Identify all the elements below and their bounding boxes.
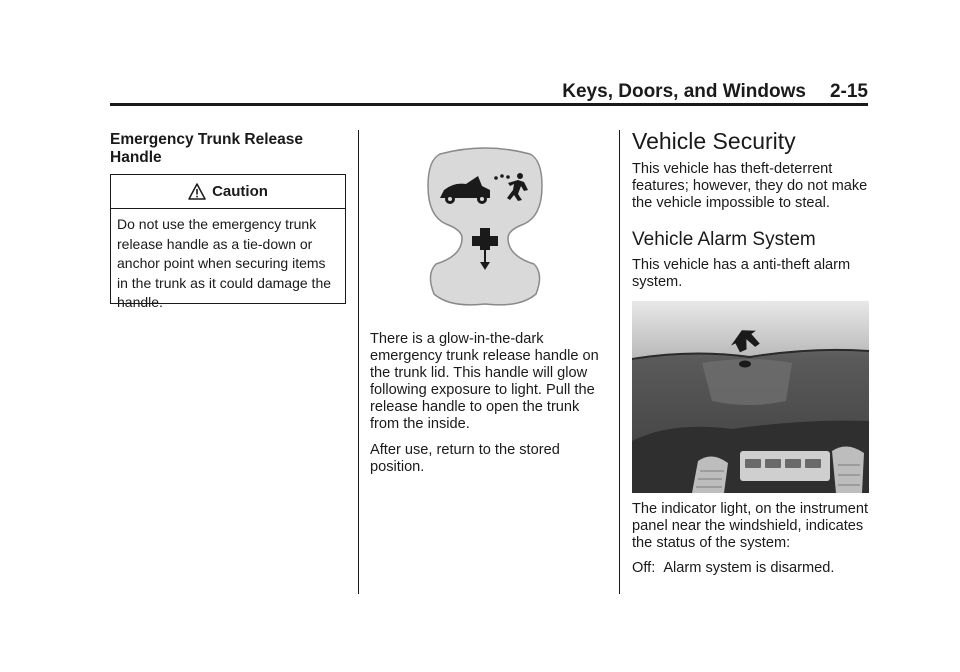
column-three-lower: [632, 501, 870, 577]
header-rule: [110, 103, 868, 106]
column-divider-left: [358, 130, 359, 594]
definition-off: [632, 560, 870, 577]
alarm-system-text: This vehicle has a anti-theft alarm system.: [632, 257, 851, 290]
alarm-system-subtitle: Vehicle Alarm System: [632, 229, 816, 250]
column-one: [110, 131, 350, 167]
instrument-panel-indicator-photo: [632, 301, 869, 493]
column-divider-right: [619, 130, 620, 594]
caution-label: Caution: [212, 183, 268, 200]
definition-term-off: Off:: [632, 560, 656, 576]
definition-desc-off: Alarm system is disarmed.: [663, 560, 835, 576]
caution-box: [110, 174, 346, 310]
section-title: Keys, Doors, and Windows: [562, 81, 806, 102]
indicator-light-text: The indicator light, on the instrument panel near the windshield, indicates the status of the system:: [632, 501, 869, 551]
column-three-text: [632, 128, 870, 291]
caution-title: [111, 175, 345, 209]
caution-body: Do not use the emergency trunk release handle as a tie-down or anchor point when securing items in the trunk as it could damage the handle.: [117, 216, 332, 310]
vehicle-security-title: Vehicle Security: [632, 128, 796, 154]
page-number: 2-15: [829, 81, 868, 102]
column-two-text: [370, 331, 606, 476]
running-header: [110, 80, 868, 104]
section-heading-trunk-release: Emergency Trunk Release Handle: [110, 131, 303, 166]
security-intro: This vehicle has theft-deterrent features; however, they do not make the vehicle impossible to steal.: [632, 161, 868, 211]
trunk-release-handle-icon: [420, 146, 550, 306]
warning-triangle-icon: [188, 183, 206, 200]
paragraph-after-use: After use, return to the stored position.: [370, 442, 560, 475]
paragraph-glow-handle: There is a glow-in-the-dark emergency trunk release handle on the trunk lid. This handle will glow following exposure to light. Pull the release handle to open the trunk from the inside.: [370, 331, 599, 432]
